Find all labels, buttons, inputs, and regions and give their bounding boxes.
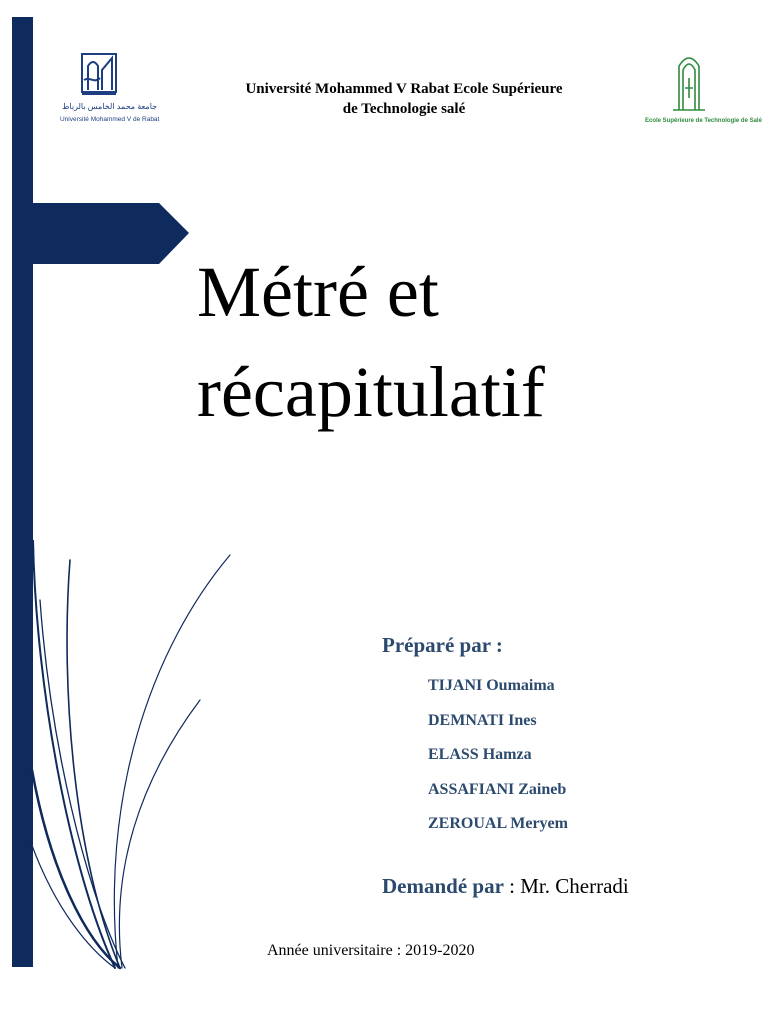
decorative-curves (30, 540, 240, 970)
author-item: ZEROUAL Meryem (428, 815, 568, 832)
author-item: ASSAFIANI Zaineb (428, 780, 567, 798)
requested-by-label: Demandé par (382, 874, 504, 898)
university-logo (58, 50, 160, 128)
arrow-banner-shape (33, 203, 189, 264)
requested-by-value: : Mr. Cherradi (503, 874, 629, 898)
university-header (150, 79, 658, 119)
author-item: TIJANI Oumaima (428, 677, 555, 694)
academic-year: Année universitaire : 2019-2020 (267, 942, 475, 959)
author-item: DEMNATI Ines (428, 711, 537, 729)
author-item: ELASS Hamza (428, 746, 532, 763)
prepared-by-label: Préparé par : (382, 633, 503, 657)
document-title-line1: Métré et (197, 252, 439, 332)
university-logo-caption: Université Mohammed V de Rabat (60, 116, 160, 123)
school-logo-caption: Ecole Supérieure de Technologie de Salé (645, 118, 762, 124)
authors-list (428, 675, 568, 848)
requested-by-line (382, 874, 629, 899)
university-emblem-icon (58, 50, 140, 108)
document-title (197, 242, 737, 442)
university-logo-arabic: جامعة محمد الخامس بالرباط (62, 102, 158, 111)
document-title-line2: récapitulatif (197, 352, 545, 432)
university-header-line2: de Technologie salé (342, 101, 466, 117)
university-header-line1: Université Mohammed V Rabat Ecole Supérieure (245, 81, 563, 97)
